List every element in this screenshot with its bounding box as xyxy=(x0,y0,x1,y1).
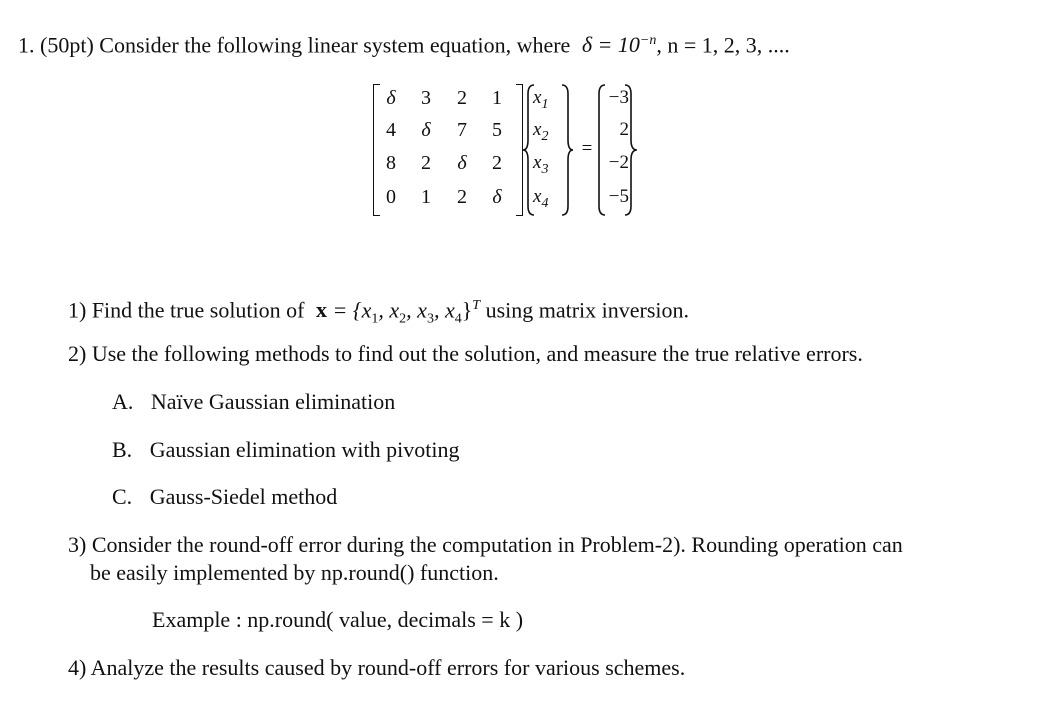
transpose-mark: T xyxy=(472,298,481,313)
rhs-value: −3 xyxy=(608,87,629,108)
delta-definition: δ = 10 xyxy=(581,32,640,58)
question-1-set-open: = {x xyxy=(326,297,372,323)
matrix-cell: 2 xyxy=(492,152,502,174)
question-4: 4) Analyze the results caused by round-off errors for various schemes. xyxy=(68,655,686,680)
matrix-cell: 0 xyxy=(386,186,396,208)
subscript: 4 xyxy=(454,311,462,327)
method-c xyxy=(112,484,337,510)
question-3-line-1: 3) Consider the round-off error during the computation in Problem-2). Rounding operation can xyxy=(68,532,903,557)
question-2: 2) Use the following methods to find out the solution, and measure the true relative errors. xyxy=(68,341,863,366)
method-b-label: B. xyxy=(112,437,133,462)
question-1 xyxy=(68,293,689,333)
method-c-text: Gauss-Siedel method xyxy=(149,484,338,509)
question-1-vector: x xyxy=(315,297,327,323)
example-line: Example : np.round( value, decimals = k ) xyxy=(152,607,524,632)
method-b-text: Gaussian elimination with pivoting xyxy=(149,437,460,462)
matrix-cell: 2 xyxy=(457,87,467,109)
delta-exponent: −n xyxy=(639,33,657,48)
question-3-line-2: be easily implemented by np.round() function. xyxy=(90,560,499,585)
unknown-x1: $x_1$ xyxy=(533,87,549,112)
matrix-cell: 1 xyxy=(421,186,431,208)
n-definition: , n = 1, 2, 3, .... xyxy=(656,32,790,58)
matrix-cell: 3 xyxy=(421,87,431,109)
set-sep: , x xyxy=(406,297,427,323)
matrix-cell: δ xyxy=(421,119,431,141)
method-a xyxy=(112,389,395,415)
method-a-text: Naïve Gaussian elimination xyxy=(150,389,396,414)
equals-sign: = xyxy=(581,138,593,159)
subscript: 3 xyxy=(426,311,434,327)
matrix-cell: 7 xyxy=(457,119,467,141)
subscript: 2 xyxy=(399,311,407,327)
method-c-label: C. xyxy=(112,484,133,509)
matrix-cell: 8 xyxy=(386,152,396,174)
unknowns-right-brace xyxy=(562,85,573,215)
rhs-value: −5 xyxy=(608,186,629,207)
set-close: } xyxy=(461,297,473,323)
set-sep: , x xyxy=(433,297,455,323)
matrix-cell: 5 xyxy=(492,119,502,141)
subscript: 1 xyxy=(371,311,379,327)
unknown-x3: $x_3$ xyxy=(533,152,549,177)
set-sep: , x xyxy=(378,297,400,323)
matrix-cell: 1 xyxy=(492,87,502,109)
matrix-cell: 2 xyxy=(421,152,431,174)
matrix-cell: 2 xyxy=(457,186,467,208)
matrix-cell: δ xyxy=(492,186,502,208)
method-b xyxy=(112,437,460,463)
rhs-value: 2 xyxy=(619,119,629,140)
matrix-cell: δ xyxy=(457,152,467,174)
matrix-cell: δ xyxy=(386,87,396,109)
unknown-x4: $x_4$ xyxy=(533,186,549,211)
method-a-label: A. xyxy=(112,389,134,414)
problem-header-text: 1. (50pt) Consider the following linear system equation, where xyxy=(18,32,571,58)
unknown-x2: $x_2$ xyxy=(533,119,549,144)
rhs-value: −2 xyxy=(608,152,629,173)
matrix-cell: 4 xyxy=(386,119,396,141)
problem-header xyxy=(18,28,790,58)
question-1-prefix: 1) Find the true solution of xyxy=(68,297,305,323)
question-1-suffix: using matrix inversion. xyxy=(480,297,690,323)
